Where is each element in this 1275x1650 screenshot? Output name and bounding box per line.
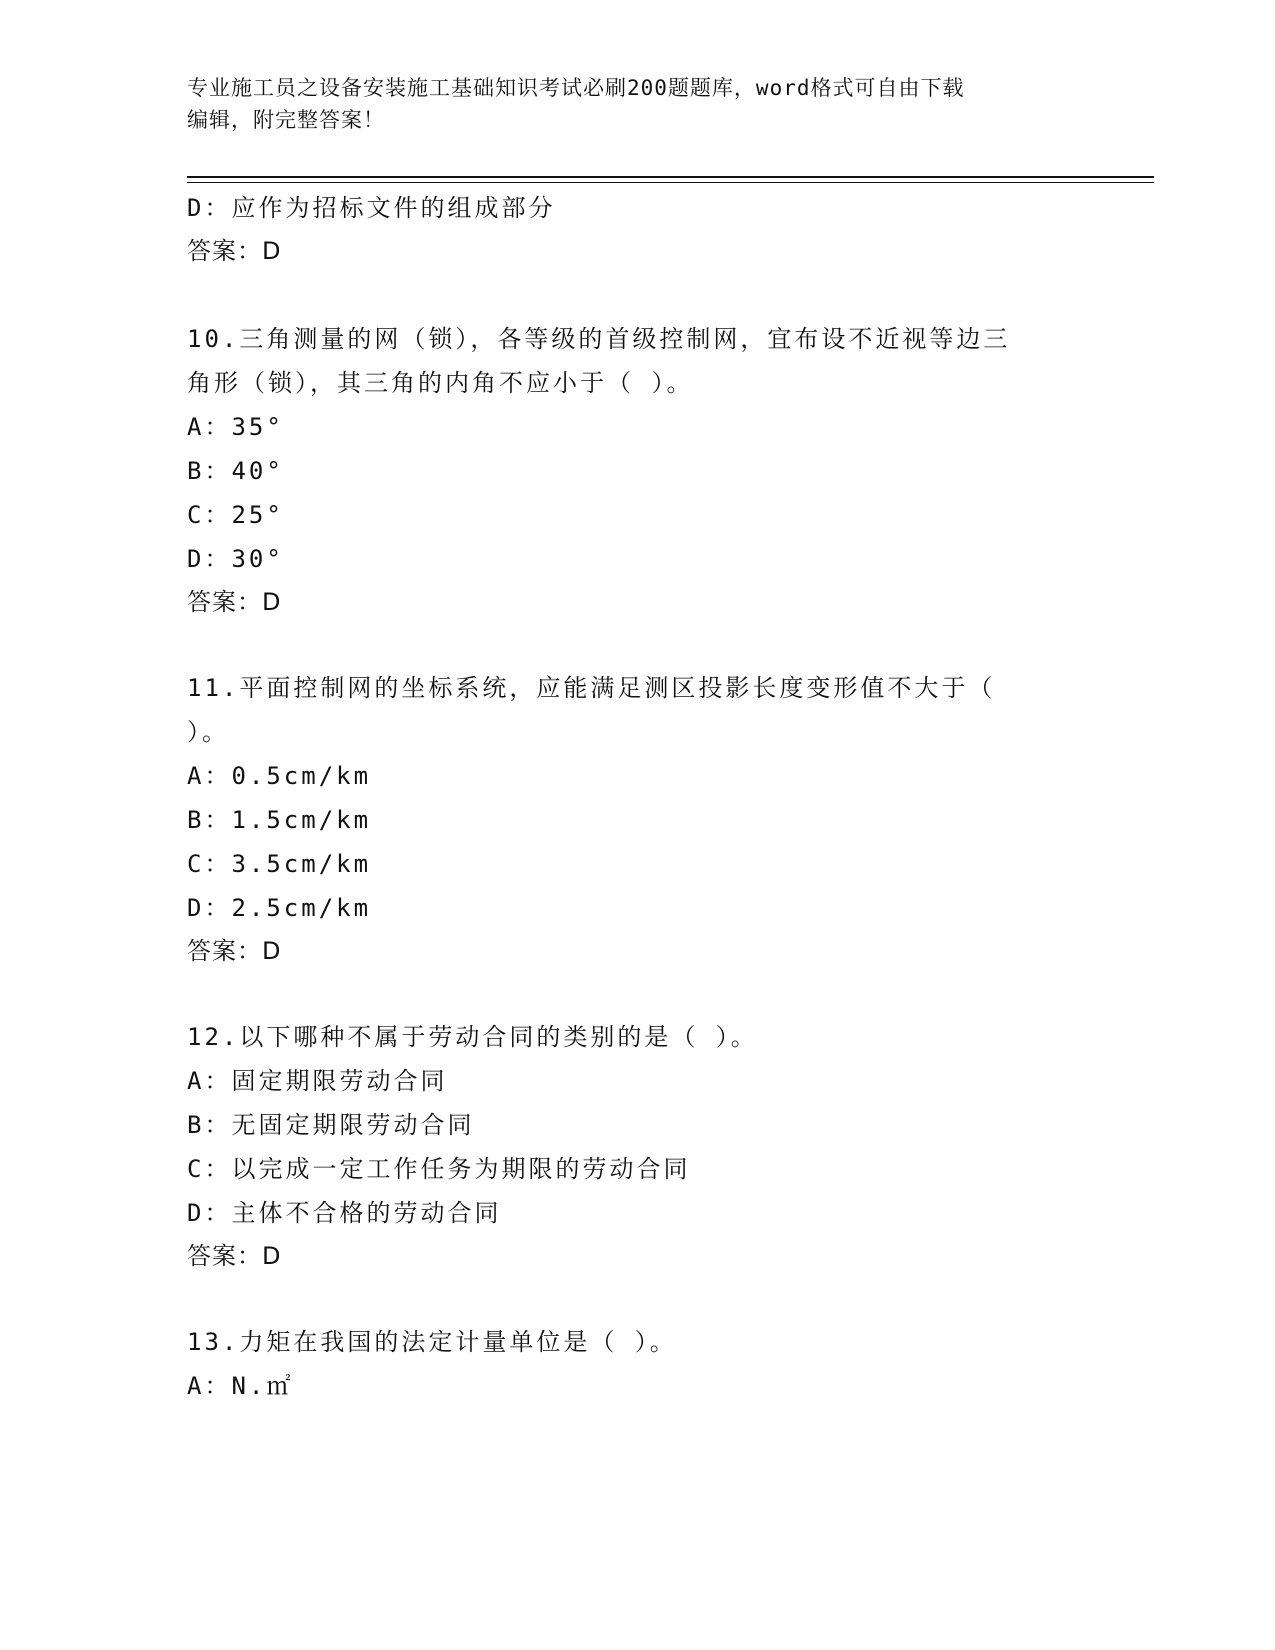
question-12-option-a: A：固定期限劳动合同 <box>187 1067 448 1095</box>
question-11-answer: 答案：D <box>187 937 282 965</box>
question-10-option-d: D：30° <box>187 545 284 573</box>
question-11-option-c: C：3.5cm/km <box>187 850 372 878</box>
question-10-answer: 答案：D <box>187 588 282 616</box>
answer-line: 答案：D <box>187 237 282 265</box>
question-12-answer: 答案：D <box>187 1242 282 1270</box>
question-13-option-a: A：N.㎡ <box>187 1372 294 1400</box>
option-d: D：应作为招标文件的组成部分 <box>187 194 556 222</box>
question-12-option-c: C：以完成一定工作任务为期限的劳动合同 <box>187 1155 691 1183</box>
question-11-stem: 11.平面控制网的坐标系统，应能满足测区投影长度变形值不大于（ <box>187 674 996 702</box>
question-10-stem: 10.三角测量的网（锁），各等级的首级控制网，宜布设不近视等边三 <box>187 325 1011 353</box>
question-11-stem-cont: ）。 <box>187 718 229 746</box>
question-12-stem: 12.以下哪种不属于劳动合同的类别的是（ ）。 <box>187 1023 758 1051</box>
question-10-option-c: C：25° <box>187 501 284 529</box>
question-10-option-a: A：35° <box>187 413 284 441</box>
question-10-option-b: B：40° <box>187 457 284 485</box>
header-title-line-2: 编辑，附完整答案！ <box>187 108 385 132</box>
header-divider-thin <box>187 182 1154 183</box>
document-header <box>187 72 1087 136</box>
question-11-option-d: D：2.5cm/km <box>187 894 372 922</box>
header-title-line-1: 专业施工员之设备安装施工基础知识考试必刷200题题库，word格式可自由下载 <box>187 76 965 100</box>
header-divider <box>187 176 1154 178</box>
question-11-option-a: A：0.5cm/km <box>187 762 372 790</box>
question-12-option-b: B：无固定期限劳动合同 <box>187 1111 475 1139</box>
question-11-option-b: B：1.5cm/km <box>187 806 372 834</box>
question-12-option-d: D：主体不合格的劳动合同 <box>187 1199 502 1227</box>
question-10-stem-cont: 角形（锁），其三角的内角不应小于（ ）。 <box>187 369 694 397</box>
question-13-stem: 13.力矩在我国的法定计量单位是（ ）。 <box>187 1328 677 1356</box>
